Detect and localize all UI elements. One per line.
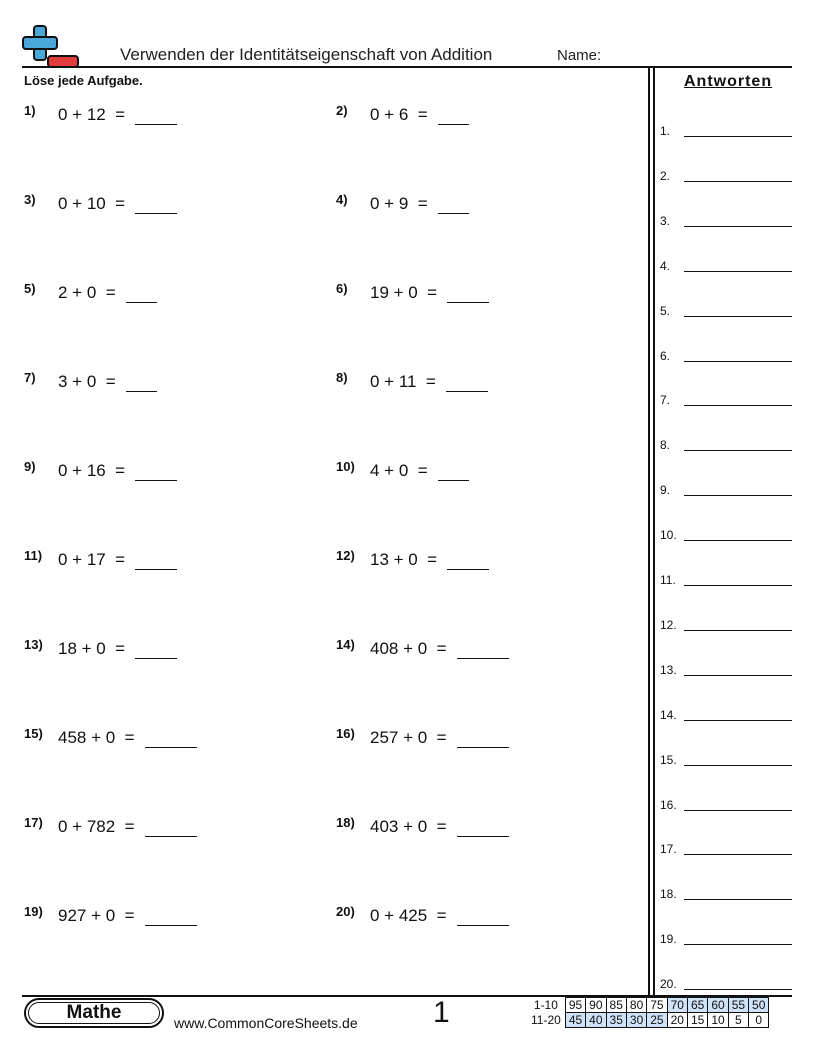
answer-key-row [660, 483, 792, 503]
score-cell: 70 [667, 998, 687, 1013]
answer-key-row [660, 214, 792, 234]
problem-expression: 458 + 0 = [58, 728, 135, 747]
answer-key-blank[interactable] [684, 316, 792, 317]
problem-expression: 18 + 0 = [58, 639, 126, 658]
problem-expression: 0 + 782 = [58, 817, 135, 836]
problem-2 [336, 103, 636, 133]
problem-7 [24, 370, 324, 400]
problem-3 [24, 192, 324, 222]
name-label: Name: [557, 47, 602, 64]
answers-title: Antworten [684, 73, 773, 90]
problem-10 [336, 459, 636, 489]
problem-expression: 0 + 17 = [58, 550, 126, 569]
answer-key-row [660, 842, 792, 862]
answer-key-number: 10. [660, 528, 677, 543]
answer-blank[interactable] [135, 213, 177, 214]
score-cell: 5 [728, 1013, 748, 1028]
answer-blank[interactable] [145, 747, 197, 748]
problem-19 [24, 904, 324, 934]
problem-number: 4) [336, 192, 348, 207]
problem-4 [336, 192, 636, 222]
problem-number: 15) [24, 726, 43, 741]
answer-key-number: 15. [660, 752, 677, 767]
score-row-label: 1-10 [533, 998, 558, 1012]
score-row [528, 998, 769, 1013]
answer-key-row [660, 349, 792, 369]
problem-expression: 257 + 0 = [370, 728, 447, 747]
problem-number: 8) [336, 370, 348, 385]
score-cell: 75 [647, 998, 667, 1013]
answer-key-number: 1. [660, 124, 671, 138]
answer-key-blank[interactable] [684, 675, 792, 676]
problem-number: 12) [336, 548, 355, 563]
score-cell: 25 [647, 1013, 667, 1028]
answer-key-row [660, 259, 792, 279]
answer-blank[interactable] [457, 747, 509, 748]
problem-number: 18) [336, 815, 355, 830]
problem-expression: 403 + 0 = [370, 817, 447, 836]
answer-key-blank[interactable] [684, 989, 792, 990]
instructions: Löse jede Aufgabe. [24, 73, 143, 88]
answer-key-number: 7. [660, 393, 671, 408]
problem-number: 13) [24, 637, 43, 652]
problem-expression: 0 + 12 = [58, 105, 126, 124]
answer-blank[interactable] [438, 124, 469, 125]
problem-14 [336, 637, 636, 667]
problem-expression: 0 + 425 = [370, 906, 447, 925]
answer-key-blank[interactable] [684, 405, 792, 406]
problem-number: 17) [24, 815, 43, 830]
problem-expression: 13 + 0 = [370, 550, 438, 569]
problem-18 [336, 815, 636, 845]
problem-9 [24, 459, 324, 489]
problem-number: 1) [24, 103, 36, 118]
problem-expression: 0 + 10 = [58, 194, 126, 213]
problem-expression: 0 + 9 = [370, 194, 428, 213]
answer-key-blank[interactable] [684, 810, 792, 811]
answer-key-blank[interactable] [684, 136, 792, 137]
score-row-label: 11-20 [531, 1013, 561, 1027]
problem-8 [336, 370, 636, 400]
answer-key-row [660, 124, 792, 144]
answer-blank[interactable] [135, 658, 177, 659]
answer-blank[interactable] [447, 302, 489, 303]
score-cell: 60 [708, 998, 728, 1013]
answer-key-number: 2. [660, 168, 671, 183]
problem-11 [24, 548, 324, 578]
answer-blank[interactable] [126, 302, 157, 303]
header-divider [22, 66, 792, 68]
answer-key-number: 9. [660, 483, 671, 498]
problem-number: 2) [336, 103, 348, 118]
answer-key-blank[interactable] [684, 585, 792, 586]
score-cell: 50 [749, 998, 769, 1013]
answer-key-blank[interactable] [684, 495, 792, 496]
score-cell: 40 [586, 1013, 606, 1028]
score-cell: 20 [667, 1013, 687, 1028]
answer-blank[interactable] [446, 391, 488, 392]
score-cell: 95 [565, 998, 585, 1013]
answer-key-number: 18. [660, 887, 677, 902]
problem-20 [336, 904, 636, 934]
answer-key-blank[interactable] [684, 540, 792, 541]
column-divider-right [653, 68, 655, 996]
score-cell: 80 [626, 998, 646, 1013]
answer-key-row [660, 393, 792, 413]
problem-number: 20) [336, 904, 355, 919]
problem-number: 19) [24, 904, 43, 919]
score-row [528, 1013, 769, 1028]
answer-key-number: 3. [660, 213, 671, 228]
answer-key-row [660, 753, 792, 773]
answer-key-number: 5. [660, 303, 671, 318]
answer-key-number: 4. [660, 258, 671, 273]
answer-blank[interactable] [438, 213, 469, 214]
problem-6 [336, 281, 636, 311]
answer-key-number: 11. [660, 573, 676, 587]
score-cell: 30 [626, 1013, 646, 1028]
answer-blank[interactable] [457, 658, 509, 659]
answer-key-row [660, 618, 792, 638]
problem-number: 9) [24, 459, 36, 474]
answer-blank[interactable] [126, 391, 157, 392]
footer-url: www.CommonCoreSheets.de [174, 1015, 358, 1031]
answer-key-number: 17. [660, 842, 677, 857]
score-cell: 90 [586, 998, 606, 1013]
problem-expression: 0 + 16 = [58, 461, 126, 480]
score-cell: 55 [728, 998, 748, 1013]
answer-blank[interactable] [145, 925, 197, 926]
answer-key-number: 13. [660, 662, 677, 677]
problem-expression: 0 + 6 = [370, 105, 428, 124]
problem-number: 6) [336, 281, 348, 296]
problem-15 [24, 726, 324, 756]
answer-key-blank[interactable] [684, 271, 792, 272]
problem-5 [24, 281, 324, 311]
answer-key-blank[interactable] [684, 765, 792, 766]
answer-blank[interactable] [457, 925, 509, 926]
answer-key-number: 6. [660, 348, 671, 363]
answer-key-row [660, 887, 792, 907]
answer-blank[interactable] [135, 480, 177, 481]
problem-number: 5) [24, 281, 36, 296]
answer-key-row [660, 708, 792, 728]
problem-1 [24, 103, 324, 133]
answer-key-blank[interactable] [684, 630, 792, 631]
problem-number: 10) [336, 459, 355, 474]
answer-blank[interactable] [135, 569, 177, 570]
score-cell: 85 [606, 998, 626, 1013]
problem-number: 14) [336, 637, 355, 652]
answer-key-row [660, 528, 792, 548]
page-number: 1 [433, 996, 450, 1029]
answer-key-row [660, 573, 792, 593]
answer-key-row [660, 932, 792, 952]
problem-expression: 2 + 0 = [58, 283, 116, 302]
problem-expression: 4 + 0 = [370, 461, 428, 480]
answer-key-row [660, 663, 792, 683]
answer-key-blank[interactable] [684, 899, 792, 900]
problem-expression: 408 + 0 = [370, 639, 447, 658]
answer-blank[interactable] [135, 124, 177, 125]
plus-minus-logo-icon [22, 24, 80, 70]
answer-key-number: 8. [660, 438, 671, 453]
answer-key-number: 19. [660, 932, 677, 947]
problem-16 [336, 726, 636, 756]
answer-key-number: 16. [660, 797, 677, 812]
answer-key-number: 12. [660, 617, 677, 632]
score-cell: 65 [687, 998, 707, 1013]
answer-key-row [660, 798, 792, 818]
answer-blank[interactable] [457, 836, 509, 837]
problem-number: 3) [24, 192, 36, 207]
problem-expression: 0 + 11 = [370, 372, 436, 391]
problem-number: 11) [24, 548, 43, 563]
answer-key-blank[interactable] [684, 720, 792, 721]
brand-label: Mathe [28, 1002, 160, 1024]
problem-17 [24, 815, 324, 845]
score-table [528, 997, 769, 1028]
answer-key-row [660, 304, 792, 324]
score-cell: 0 [749, 1013, 769, 1028]
worksheet-title: Verwenden der Identitätseigenschaft von Addition [120, 45, 493, 64]
score-cell: 35 [606, 1013, 626, 1028]
score-cell: 45 [565, 1013, 585, 1028]
problem-expression: 19 + 0 = [370, 283, 438, 302]
problem-number: 7) [24, 370, 36, 385]
problem-expression: 3 + 0 = [58, 372, 116, 391]
score-cell: 15 [687, 1013, 707, 1028]
column-divider-left [648, 68, 650, 996]
answer-blank[interactable] [438, 480, 469, 481]
brand-badge [24, 998, 164, 1028]
score-cell: 10 [708, 1013, 728, 1028]
answer-key-row [660, 169, 792, 189]
answer-key-blank[interactable] [684, 361, 792, 362]
answer-key-number: 14. [660, 707, 677, 722]
answer-key-blank[interactable] [684, 181, 792, 182]
answer-key-row [660, 438, 792, 458]
answer-key-blank[interactable] [684, 854, 792, 855]
answer-blank[interactable] [145, 836, 197, 837]
problem-12 [336, 548, 636, 578]
problem-number: 16) [336, 726, 355, 741]
problem-13 [24, 637, 324, 667]
answer-key-blank[interactable] [684, 450, 792, 451]
answer-key-number: 20. [660, 977, 677, 992]
answer-blank[interactable] [447, 569, 489, 570]
problem-expression: 927 + 0 = [58, 906, 135, 925]
answer-key-blank[interactable] [684, 944, 792, 945]
answer-key-blank[interactable] [684, 226, 792, 227]
